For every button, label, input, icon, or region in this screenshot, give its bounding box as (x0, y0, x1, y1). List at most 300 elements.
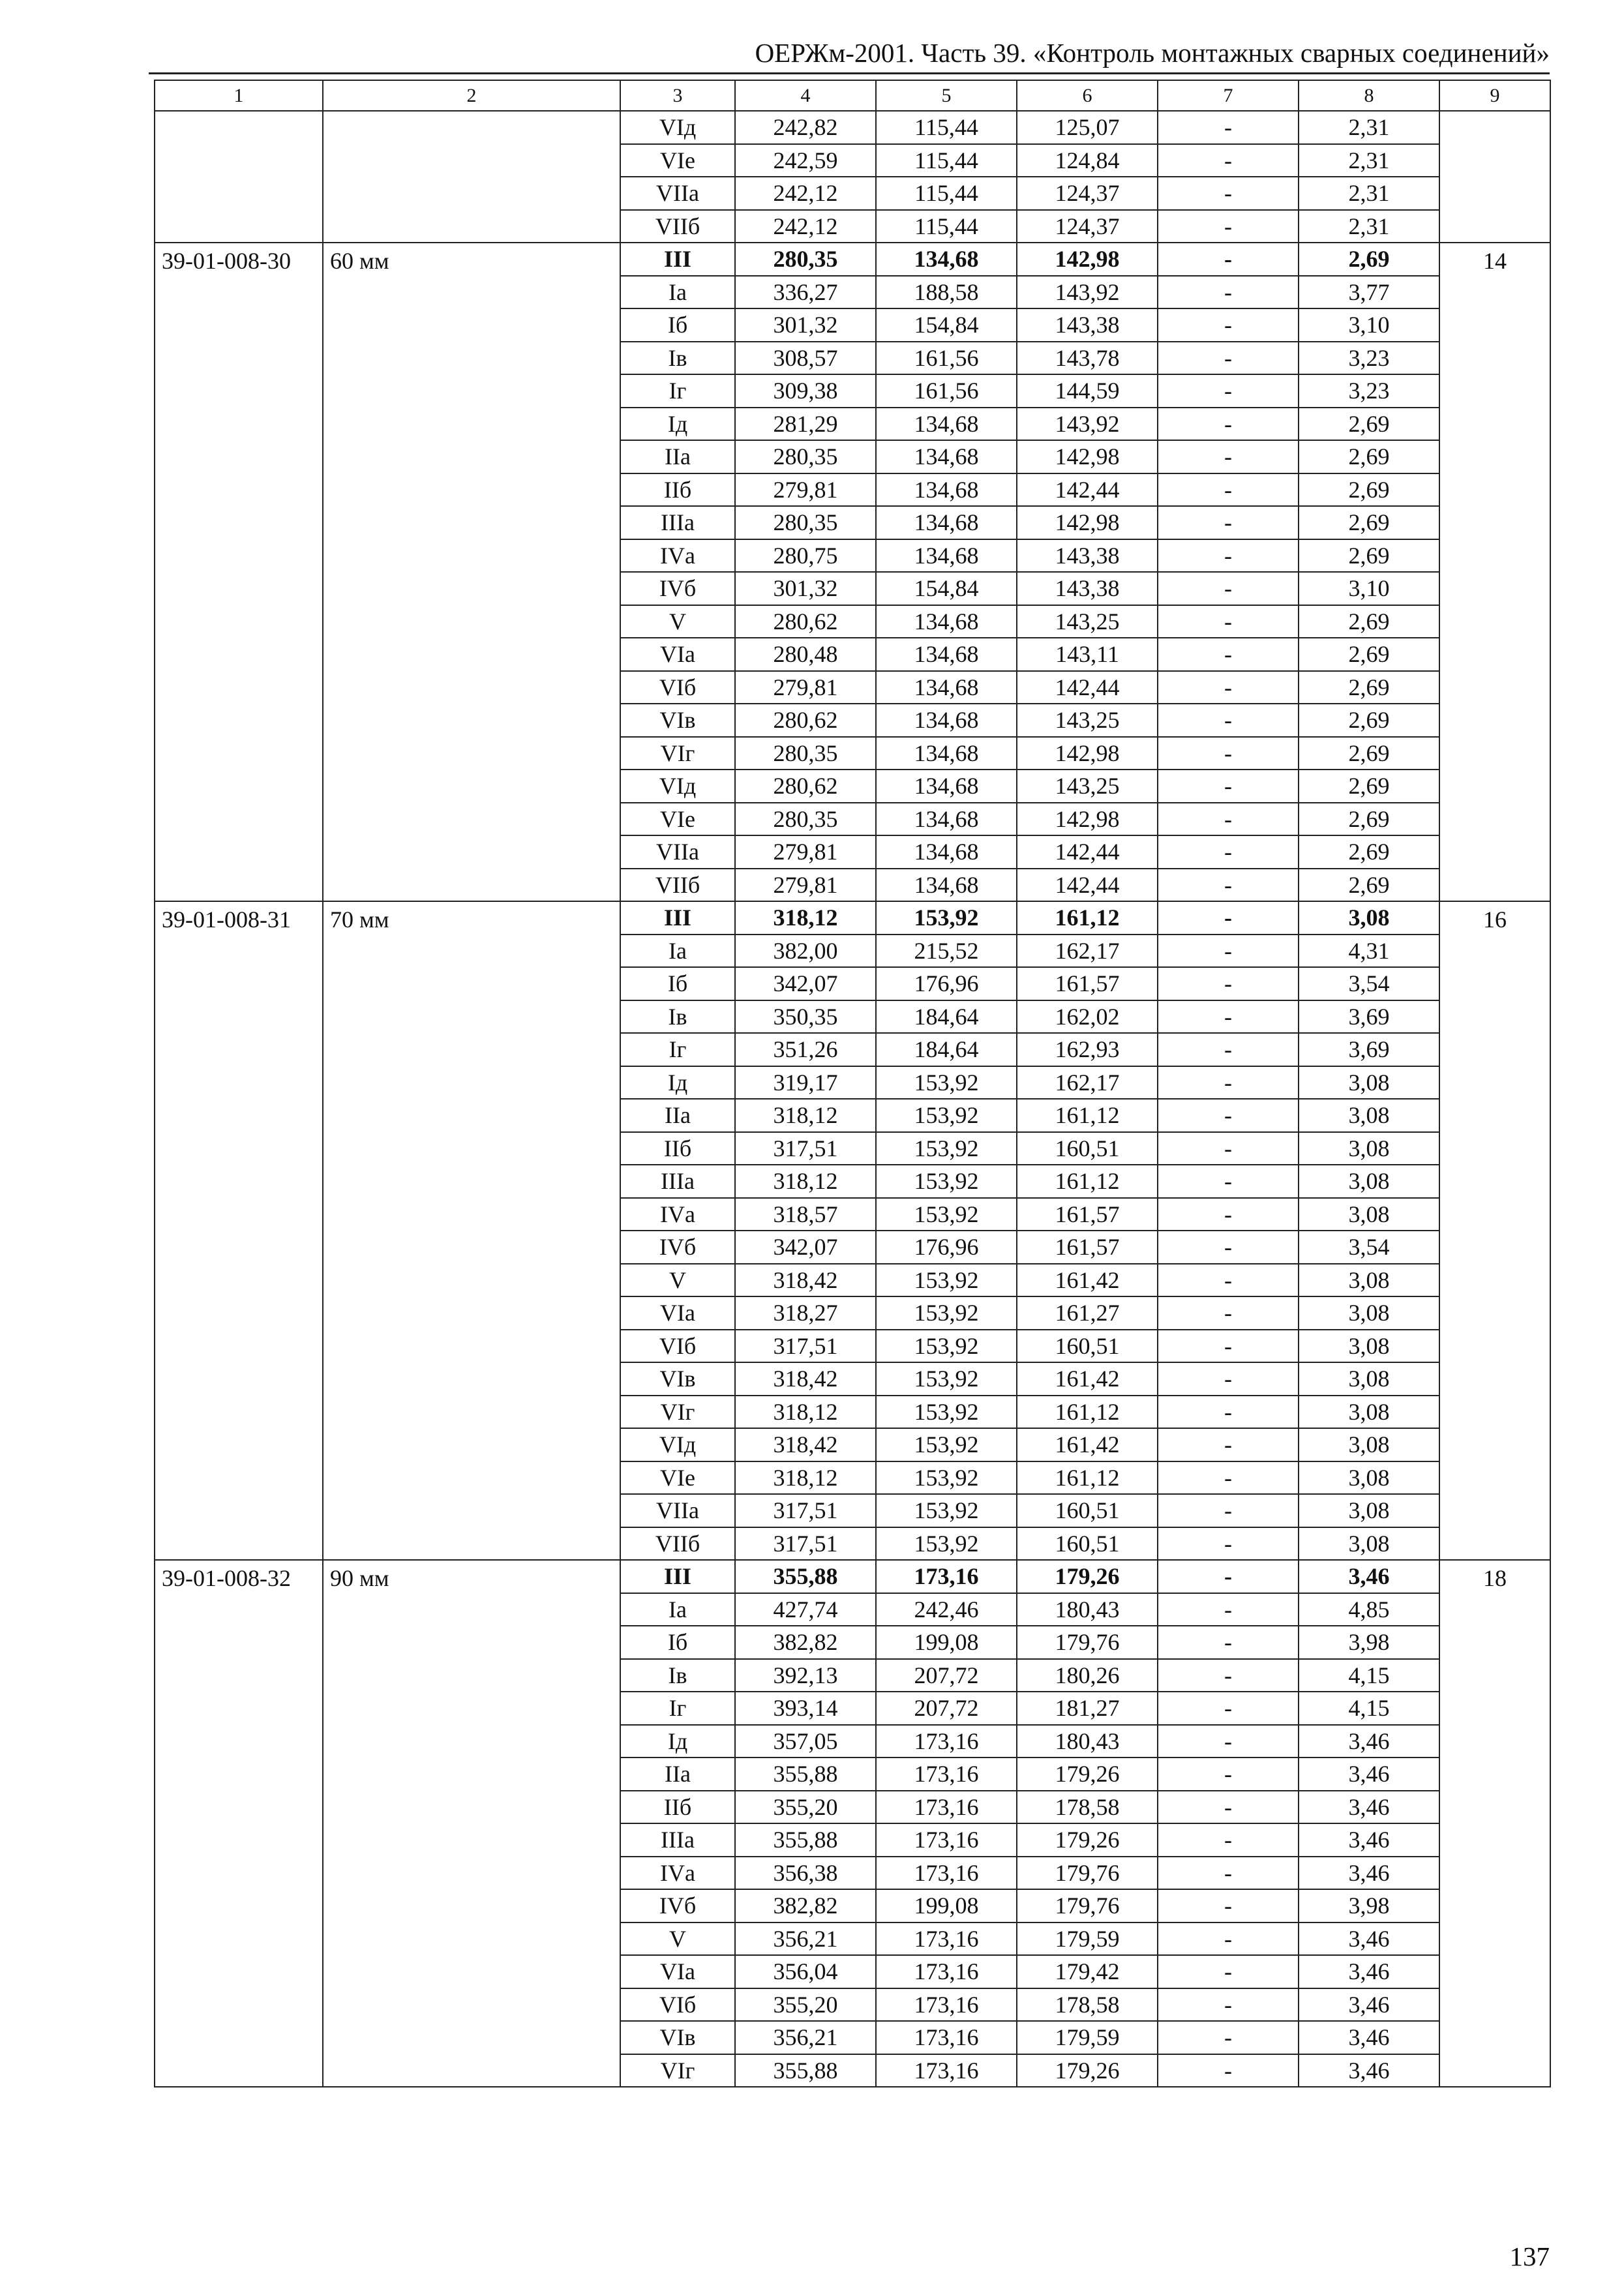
direct-cost: 308,57 (735, 342, 876, 375)
labor-hours: 3,69 (1299, 1033, 1439, 1066)
quality-class: IIIа (620, 1823, 735, 1857)
quality-class: Iд (620, 408, 735, 441)
labor-hours: 4,15 (1299, 1659, 1439, 1692)
direct-cost: 355,88 (735, 1758, 876, 1791)
machine-cost: 124,84 (1017, 144, 1158, 177)
direct-cost: 318,42 (735, 1362, 876, 1396)
direct-cost: 279,81 (735, 835, 876, 869)
materials-cost: - (1158, 1198, 1299, 1231)
column-header: 2 (323, 80, 620, 111)
labor-hours: 3,08 (1299, 1198, 1439, 1231)
machine-cost: 142,98 (1017, 440, 1158, 473)
machine-cost: 179,59 (1017, 1922, 1158, 1956)
labor-hours: 2,69 (1299, 473, 1439, 507)
quality-class: Iв (620, 1659, 735, 1692)
materials-cost: - (1158, 638, 1299, 671)
rate-code: 39-01-008-30 (155, 243, 323, 901)
quality-class: VIд (620, 111, 735, 144)
materials-cost: - (1158, 835, 1299, 869)
machine-cost: 179,26 (1017, 2054, 1158, 2087)
column-header: 4 (735, 80, 876, 111)
direct-cost: 382,00 (735, 935, 876, 968)
wages: 199,08 (876, 1889, 1017, 1922)
direct-cost: 355,88 (735, 2054, 876, 2087)
materials-cost: - (1158, 1428, 1299, 1461)
labor-hours: 2,69 (1299, 671, 1439, 704)
table-row (155, 1560, 1550, 1593)
direct-cost: 301,32 (735, 308, 876, 342)
direct-cost: 355,20 (735, 1988, 876, 2022)
machine-cost: 143,11 (1017, 638, 1158, 671)
direct-cost: 279,81 (735, 869, 876, 902)
quality-class: VIв (620, 2021, 735, 2054)
labor-hours: 3,46 (1299, 2054, 1439, 2087)
table-row (155, 901, 1550, 935)
quality-class: VIб (620, 1988, 735, 2022)
direct-cost: 317,51 (735, 1330, 876, 1363)
materials-cost: - (1158, 1889, 1299, 1922)
materials-cost: - (1158, 1725, 1299, 1758)
quality-class: Iв (620, 342, 735, 375)
labor-hours: 2,31 (1299, 144, 1439, 177)
wages: 153,92 (876, 1066, 1017, 1100)
direct-cost: 357,05 (735, 1725, 876, 1758)
wages: 207,72 (876, 1692, 1017, 1725)
machine-cost: 143,25 (1017, 704, 1158, 737)
wages: 173,16 (876, 1922, 1017, 1956)
labor-hours: 3,46 (1299, 1725, 1439, 1758)
machine-cost: 142,44 (1017, 835, 1158, 869)
wages: 134,68 (876, 671, 1017, 704)
quality-class: IIб (620, 1132, 735, 1165)
machine-cost: 160,51 (1017, 1330, 1158, 1363)
direct-cost: 318,42 (735, 1264, 876, 1297)
machine-cost: 124,37 (1017, 177, 1158, 210)
wages: 134,68 (876, 770, 1017, 803)
quality-class: Iв (620, 1000, 735, 1034)
direct-cost: 393,14 (735, 1692, 876, 1725)
machine-cost: 162,02 (1017, 1000, 1158, 1034)
column-number-row (155, 80, 1550, 111)
materials-cost: - (1158, 144, 1299, 177)
labor-hours: 2,69 (1299, 803, 1439, 836)
direct-cost: 280,62 (735, 770, 876, 803)
machine-cost: 180,26 (1017, 1659, 1158, 1692)
labor-hours: 4,15 (1299, 1692, 1439, 1725)
machine-cost: 142,98 (1017, 506, 1158, 539)
wages: 115,44 (876, 144, 1017, 177)
materials-cost: - (1158, 1823, 1299, 1857)
pipe-diameter: 70 мм (323, 901, 620, 1560)
quality-class: Iд (620, 1725, 735, 1758)
quality-class: VIд (620, 1428, 735, 1461)
machine-cost: 179,42 (1017, 1955, 1158, 1988)
direct-cost: 280,62 (735, 605, 876, 638)
wages: 115,44 (876, 177, 1017, 210)
machine-cost: 143,92 (1017, 408, 1158, 441)
direct-cost: 318,42 (735, 1428, 876, 1461)
materials-cost: - (1158, 1922, 1299, 1956)
direct-cost: 355,20 (735, 1791, 876, 1824)
materials-cost: - (1158, 111, 1299, 144)
quality-class: Iб (620, 1626, 735, 1659)
wages: 153,92 (876, 1527, 1017, 1561)
wages: 153,92 (876, 1165, 1017, 1198)
wages: 134,68 (876, 243, 1017, 276)
materials-cost: - (1158, 671, 1299, 704)
wages: 173,16 (876, 1823, 1017, 1857)
quality-class: IIа (620, 1758, 735, 1791)
wages: 134,68 (876, 803, 1017, 836)
machine-cost: 161,42 (1017, 1264, 1158, 1297)
machine-cost: 161,42 (1017, 1428, 1158, 1461)
machine-cost: 161,57 (1017, 1231, 1158, 1264)
direct-cost: 318,12 (735, 1099, 876, 1132)
wages: 173,16 (876, 1955, 1017, 1988)
column-header: 1 (155, 80, 323, 111)
materials-cost: - (1158, 1066, 1299, 1100)
quality-class: IIIа (620, 1165, 735, 1198)
wages: 153,92 (876, 1396, 1017, 1429)
wages: 134,68 (876, 408, 1017, 441)
quality-class: Iг (620, 1033, 735, 1066)
machine-cost: 162,17 (1017, 935, 1158, 968)
column-header: 7 (1158, 80, 1299, 111)
wages: 184,64 (876, 1033, 1017, 1066)
wages: 153,92 (876, 1264, 1017, 1297)
machine-cost: 142,98 (1017, 737, 1158, 770)
direct-cost: 280,35 (735, 243, 876, 276)
column-header: 5 (876, 80, 1017, 111)
direct-cost: 355,88 (735, 1823, 876, 1857)
worker-grade: 14 (1439, 243, 1550, 901)
quality-class: V (620, 1922, 735, 1956)
materials-cost: - (1158, 901, 1299, 935)
direct-cost: 318,12 (735, 1396, 876, 1429)
quality-class: VIIб (620, 210, 735, 243)
quality-class: Iб (620, 967, 735, 1000)
wages: 134,68 (876, 638, 1017, 671)
labor-hours: 2,69 (1299, 737, 1439, 770)
materials-cost: - (1158, 737, 1299, 770)
materials-cost: - (1158, 1330, 1299, 1363)
machine-cost: 143,92 (1017, 276, 1158, 309)
labor-hours: 3,98 (1299, 1626, 1439, 1659)
direct-cost: 317,51 (735, 1527, 876, 1561)
worker-grade: 16 (1439, 901, 1550, 1560)
direct-cost: 350,35 (735, 1000, 876, 1034)
wages: 199,08 (876, 1626, 1017, 1659)
materials-cost: - (1158, 1231, 1299, 1264)
direct-cost: 281,29 (735, 408, 876, 441)
quality-class: IIб (620, 1791, 735, 1824)
labor-hours: 3,08 (1299, 1099, 1439, 1132)
labor-hours: 3,69 (1299, 1000, 1439, 1034)
wages: 134,68 (876, 869, 1017, 902)
wages: 153,92 (876, 1099, 1017, 1132)
direct-cost: 342,07 (735, 1231, 876, 1264)
direct-cost: 356,38 (735, 1857, 876, 1890)
wages: 134,68 (876, 440, 1017, 473)
materials-cost: - (1158, 1296, 1299, 1330)
direct-cost: 280,35 (735, 803, 876, 836)
labor-hours: 3,54 (1299, 1231, 1439, 1264)
labor-hours: 2,69 (1299, 440, 1439, 473)
machine-cost: 142,44 (1017, 671, 1158, 704)
quality-class: IVа (620, 1198, 735, 1231)
labor-hours: 3,08 (1299, 1494, 1439, 1527)
labor-hours: 3,08 (1299, 1264, 1439, 1297)
column-header: 8 (1299, 80, 1439, 111)
labor-hours: 3,54 (1299, 967, 1439, 1000)
labor-hours: 3,77 (1299, 276, 1439, 309)
direct-cost: 382,82 (735, 1889, 876, 1922)
column-header: 3 (620, 80, 735, 111)
wages: 134,68 (876, 835, 1017, 869)
materials-cost: - (1158, 1000, 1299, 1034)
direct-cost: 356,04 (735, 1955, 876, 1988)
direct-cost: 355,88 (735, 1560, 876, 1593)
direct-cost: 336,27 (735, 276, 876, 309)
machine-cost: 142,98 (1017, 803, 1158, 836)
machine-cost: 144,59 (1017, 374, 1158, 408)
wages: 134,68 (876, 473, 1017, 507)
materials-cost: - (1158, 2054, 1299, 2087)
machine-cost: 143,25 (1017, 605, 1158, 638)
machine-cost: 125,07 (1017, 111, 1158, 144)
materials-cost: - (1158, 1560, 1299, 1593)
wages: 134,68 (876, 539, 1017, 573)
quality-class: IVб (620, 1231, 735, 1264)
quality-class: VIг (620, 737, 735, 770)
wages: 153,92 (876, 1428, 1017, 1461)
wages: 115,44 (876, 111, 1017, 144)
wages: 115,44 (876, 210, 1017, 243)
machine-cost: 179,76 (1017, 1857, 1158, 1890)
materials-cost: - (1158, 374, 1299, 408)
wages: 154,84 (876, 308, 1017, 342)
document-title: ОЕРЖм-2001. Часть 39. «Контроль монтажных сварных соединений» (755, 38, 1550, 68)
labor-hours: 3,08 (1299, 1132, 1439, 1165)
materials-cost: - (1158, 1955, 1299, 1988)
quality-class: IIа (620, 440, 735, 473)
machine-cost: 162,93 (1017, 1033, 1158, 1066)
wages: 215,52 (876, 935, 1017, 968)
quality-class: VIб (620, 671, 735, 704)
direct-cost: 318,27 (735, 1296, 876, 1330)
labor-hours: 3,46 (1299, 1922, 1439, 1956)
wages: 173,16 (876, 1791, 1017, 1824)
machine-cost: 143,25 (1017, 770, 1158, 803)
materials-cost: - (1158, 1692, 1299, 1725)
wages: 173,16 (876, 1560, 1017, 1593)
direct-cost: 318,12 (735, 1165, 876, 1198)
direct-cost: 280,48 (735, 638, 876, 671)
wages: 242,46 (876, 1593, 1017, 1626)
materials-cost: - (1158, 1857, 1299, 1890)
materials-cost: - (1158, 1494, 1299, 1527)
worker-grade: 18 (1439, 1560, 1550, 2087)
labor-hours: 2,69 (1299, 243, 1439, 276)
quality-class: VIа (620, 1955, 735, 1988)
machine-cost: 142,44 (1017, 473, 1158, 507)
labor-hours: 3,98 (1299, 1889, 1439, 1922)
direct-cost: 279,81 (735, 473, 876, 507)
materials-cost: - (1158, 967, 1299, 1000)
labor-hours: 2,69 (1299, 770, 1439, 803)
quality-class: VIа (620, 1296, 735, 1330)
rate-code: 39-01-008-32 (155, 1560, 323, 2087)
labor-hours: 3,46 (1299, 2021, 1439, 2054)
machine-cost: 180,43 (1017, 1593, 1158, 1626)
direct-cost: 318,12 (735, 1461, 876, 1495)
materials-cost: - (1158, 473, 1299, 507)
materials-cost: - (1158, 1593, 1299, 1626)
machine-cost: 179,26 (1017, 1823, 1158, 1857)
pipe-diameter (323, 111, 620, 243)
labor-hours: 3,46 (1299, 1988, 1439, 2022)
quality-class: VIе (620, 144, 735, 177)
materials-cost: - (1158, 1527, 1299, 1561)
machine-cost: 161,12 (1017, 901, 1158, 935)
labor-hours: 2,69 (1299, 408, 1439, 441)
wages: 173,16 (876, 1758, 1017, 1791)
wages: 173,16 (876, 2021, 1017, 2054)
wages: 173,16 (876, 1725, 1017, 1758)
machine-cost: 161,12 (1017, 1165, 1158, 1198)
direct-cost: 280,62 (735, 704, 876, 737)
machine-cost: 124,37 (1017, 210, 1158, 243)
worker-grade (1439, 111, 1550, 243)
labor-hours: 2,69 (1299, 638, 1439, 671)
pipe-diameter: 60 мм (323, 243, 620, 901)
direct-cost: 318,12 (735, 901, 876, 935)
machine-cost: 181,27 (1017, 1692, 1158, 1725)
materials-cost: - (1158, 210, 1299, 243)
direct-cost: 280,75 (735, 539, 876, 573)
materials-cost: - (1158, 243, 1299, 276)
quality-class: VIIа (620, 835, 735, 869)
materials-cost: - (1158, 572, 1299, 605)
machine-cost: 143,38 (1017, 539, 1158, 573)
quality-class: VIе (620, 803, 735, 836)
direct-cost: 392,13 (735, 1659, 876, 1692)
labor-hours: 3,08 (1299, 1165, 1439, 1198)
materials-cost: - (1158, 1132, 1299, 1165)
quality-class: III (620, 243, 735, 276)
machine-cost: 143,78 (1017, 342, 1158, 375)
quality-class: VIд (620, 770, 735, 803)
quality-class: IIб (620, 473, 735, 507)
labor-hours: 3,08 (1299, 901, 1439, 935)
wages: 173,16 (876, 1988, 1017, 2022)
machine-cost: 161,12 (1017, 1461, 1158, 1495)
direct-cost: 242,12 (735, 210, 876, 243)
quality-class: IVб (620, 572, 735, 605)
machine-cost: 161,12 (1017, 1396, 1158, 1429)
labor-hours: 3,08 (1299, 1396, 1439, 1429)
materials-cost: - (1158, 935, 1299, 968)
wages: 161,56 (876, 374, 1017, 408)
direct-cost: 356,21 (735, 1922, 876, 1956)
rate-code: 39-01-008-31 (155, 901, 323, 1560)
materials-cost: - (1158, 276, 1299, 309)
labor-hours: 3,08 (1299, 1527, 1439, 1561)
quality-class: VIа (620, 638, 735, 671)
machine-cost: 160,51 (1017, 1527, 1158, 1561)
wages: 134,68 (876, 737, 1017, 770)
wages: 188,58 (876, 276, 1017, 309)
quality-class: IVа (620, 1857, 735, 1890)
page-header (149, 33, 1550, 74)
direct-cost: 242,82 (735, 111, 876, 144)
machine-cost: 160,51 (1017, 1132, 1158, 1165)
quality-class: Iг (620, 1692, 735, 1725)
labor-hours: 2,69 (1299, 605, 1439, 638)
direct-cost: 382,82 (735, 1626, 876, 1659)
materials-cost: - (1158, 1988, 1299, 2022)
materials-cost: - (1158, 770, 1299, 803)
quality-class: VIIб (620, 1527, 735, 1561)
wages: 207,72 (876, 1659, 1017, 1692)
wages: 153,92 (876, 901, 1017, 935)
materials-cost: - (1158, 1033, 1299, 1066)
wages: 134,68 (876, 605, 1017, 638)
machine-cost: 179,76 (1017, 1626, 1158, 1659)
machine-cost: 161,27 (1017, 1296, 1158, 1330)
materials-cost: - (1158, 1396, 1299, 1429)
quality-class: Iд (620, 1066, 735, 1100)
quality-class: Iб (620, 308, 735, 342)
labor-hours: 3,46 (1299, 1758, 1439, 1791)
quality-class: IIIа (620, 506, 735, 539)
rate-code (155, 111, 323, 243)
materials-cost: - (1158, 1362, 1299, 1396)
table-row (155, 243, 1550, 276)
quality-class: Iа (620, 935, 735, 968)
labor-hours: 2,31 (1299, 111, 1439, 144)
labor-hours: 3,08 (1299, 1330, 1439, 1363)
materials-cost: - (1158, 704, 1299, 737)
direct-cost: 279,81 (735, 671, 876, 704)
materials-cost: - (1158, 408, 1299, 441)
labor-hours: 3,46 (1299, 1857, 1439, 1890)
materials-cost: - (1158, 1758, 1299, 1791)
machine-cost: 179,26 (1017, 1560, 1158, 1593)
machine-cost: 180,43 (1017, 1725, 1158, 1758)
machine-cost: 160,51 (1017, 1494, 1158, 1527)
materials-cost: - (1158, 2021, 1299, 2054)
labor-hours: 3,46 (1299, 1823, 1439, 1857)
direct-cost: 242,59 (735, 144, 876, 177)
materials-cost: - (1158, 1791, 1299, 1824)
quality-class: VIв (620, 1362, 735, 1396)
materials-cost: - (1158, 1264, 1299, 1297)
materials-cost: - (1158, 1659, 1299, 1692)
labor-hours: 2,31 (1299, 210, 1439, 243)
wages: 153,92 (876, 1330, 1017, 1363)
column-header: 9 (1439, 80, 1550, 111)
direct-cost: 242,12 (735, 177, 876, 210)
machine-cost: 161,57 (1017, 967, 1158, 1000)
machine-cost: 143,38 (1017, 572, 1158, 605)
machine-cost: 142,98 (1017, 243, 1158, 276)
wages: 161,56 (876, 342, 1017, 375)
wages: 153,92 (876, 1362, 1017, 1396)
direct-cost: 317,51 (735, 1132, 876, 1165)
materials-cost: - (1158, 539, 1299, 573)
wages: 153,92 (876, 1296, 1017, 1330)
